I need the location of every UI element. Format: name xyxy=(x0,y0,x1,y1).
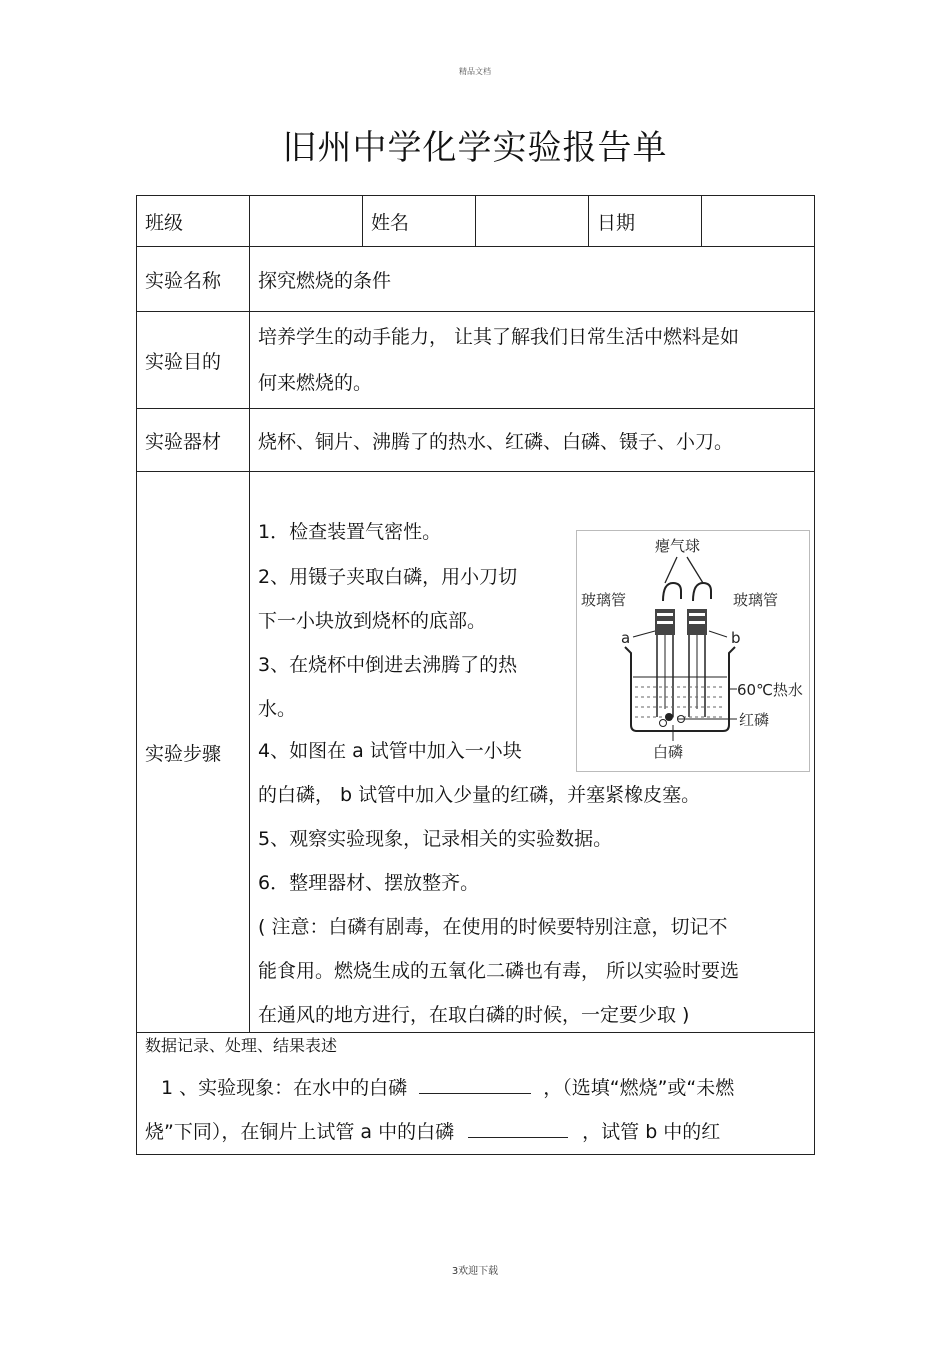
white-phosphorus-water-blank[interactable] xyxy=(419,1075,531,1094)
experiment-name-row xyxy=(137,247,815,312)
step-line: 在通风的地方进行，在取白磷的时候，一定要少取 ) xyxy=(258,1004,690,1026)
step-line: 6．整理器材、摆放整齐。 xyxy=(258,872,480,894)
glass-tube-left-label: 玻璃管 xyxy=(581,591,627,609)
apparatus-figure xyxy=(576,530,810,772)
hot-water-label: 60℃热水 xyxy=(737,681,803,699)
purpose-row xyxy=(137,312,815,409)
step-line: 5、观察实验现象，记录相关的实验数据。 xyxy=(258,828,613,850)
result-line-2 xyxy=(145,1110,806,1154)
steps-content xyxy=(250,472,815,1033)
date-field[interactable] xyxy=(702,196,815,247)
step-line: 水。 xyxy=(258,698,297,720)
date-label: 日期 xyxy=(589,196,702,247)
step-line: 1．检查装置气密性。 xyxy=(258,521,442,543)
red-phosphorus-label: 红磷 xyxy=(739,711,770,729)
result-line-2-suffix: ，试管 b 中的红 xyxy=(582,1121,721,1143)
page-title: 旧州中学化学实验报告单 xyxy=(282,128,668,168)
step-line: 下一小块放到烧杯的底部。 xyxy=(258,610,487,632)
equipment-row xyxy=(137,409,815,472)
step-line: 2、用镊子夹取白磷，用小刀切 xyxy=(258,566,518,588)
equipment-value: 烧杯、铜片、沸腾了的热水、红磷、白磷、镊子、小刀。 xyxy=(250,409,815,472)
step-line: 的白磷， b 试管中加入少量的红磷，并塞紧橡皮塞。 xyxy=(258,784,701,806)
steps-label: 实验步骤 xyxy=(137,472,250,1033)
experiment-name-value: 探究燃烧的条件 xyxy=(250,247,815,312)
purpose-line-1: 培养学生的动手能力， 让其了解我们日常生活中燃料是如 xyxy=(258,326,740,348)
data-section-heading: 数据记录、处理、结果表述 xyxy=(145,1036,338,1055)
glass-tube-right-label: 玻璃管 xyxy=(733,591,779,609)
purpose-line-2: 何来燃烧的。 xyxy=(258,372,373,394)
name-field[interactable] xyxy=(476,196,589,247)
purpose-label: 实验目的 xyxy=(137,312,250,409)
header-note: 精品文档 xyxy=(459,67,491,76)
class-label: 班级 xyxy=(137,196,250,247)
result-line-1-prefix: 1 、实验现象：在水中的白磷 xyxy=(161,1077,408,1099)
balloon-label: 瘪气球 xyxy=(655,537,701,555)
experiment-name-label: 实验名称 xyxy=(137,247,250,312)
label-a: a xyxy=(621,629,631,647)
info-row xyxy=(137,196,815,247)
data-row xyxy=(137,1033,815,1155)
step-line: 3、在烧杯中倒进去沸腾了的热 xyxy=(258,654,518,676)
tube-a-result-blank[interactable] xyxy=(468,1119,568,1138)
result-line-1-suffix: ，（选填“燃烧”或“未燃 xyxy=(543,1077,735,1099)
class-field[interactable] xyxy=(250,196,363,247)
purpose-value xyxy=(250,312,815,409)
label-b: b xyxy=(731,629,741,647)
name-label: 姓名 xyxy=(363,196,476,247)
step-line: ( 注意：白磷有剧毒，在使用的时候要特别注意，切记不 xyxy=(258,916,728,938)
step-line: 4、如图在 a 试管中加入一小块 xyxy=(258,740,522,762)
data-section xyxy=(137,1033,815,1155)
equipment-label: 实验器材 xyxy=(137,409,250,472)
result-line-1 xyxy=(145,1066,806,1110)
steps-row xyxy=(137,472,815,1033)
white-phosphorus-label: 白磷 xyxy=(653,743,684,761)
result-line-2-prefix: 烧”下同），在铜片上试管 a 中的白磷 xyxy=(145,1121,455,1143)
report-table xyxy=(136,195,815,1155)
page-footer: 3欢迎下载 xyxy=(451,1266,499,1277)
step-line: 能食用。燃烧生成的五氧化二磷也有毒， 所以实验时要选 xyxy=(258,960,740,982)
